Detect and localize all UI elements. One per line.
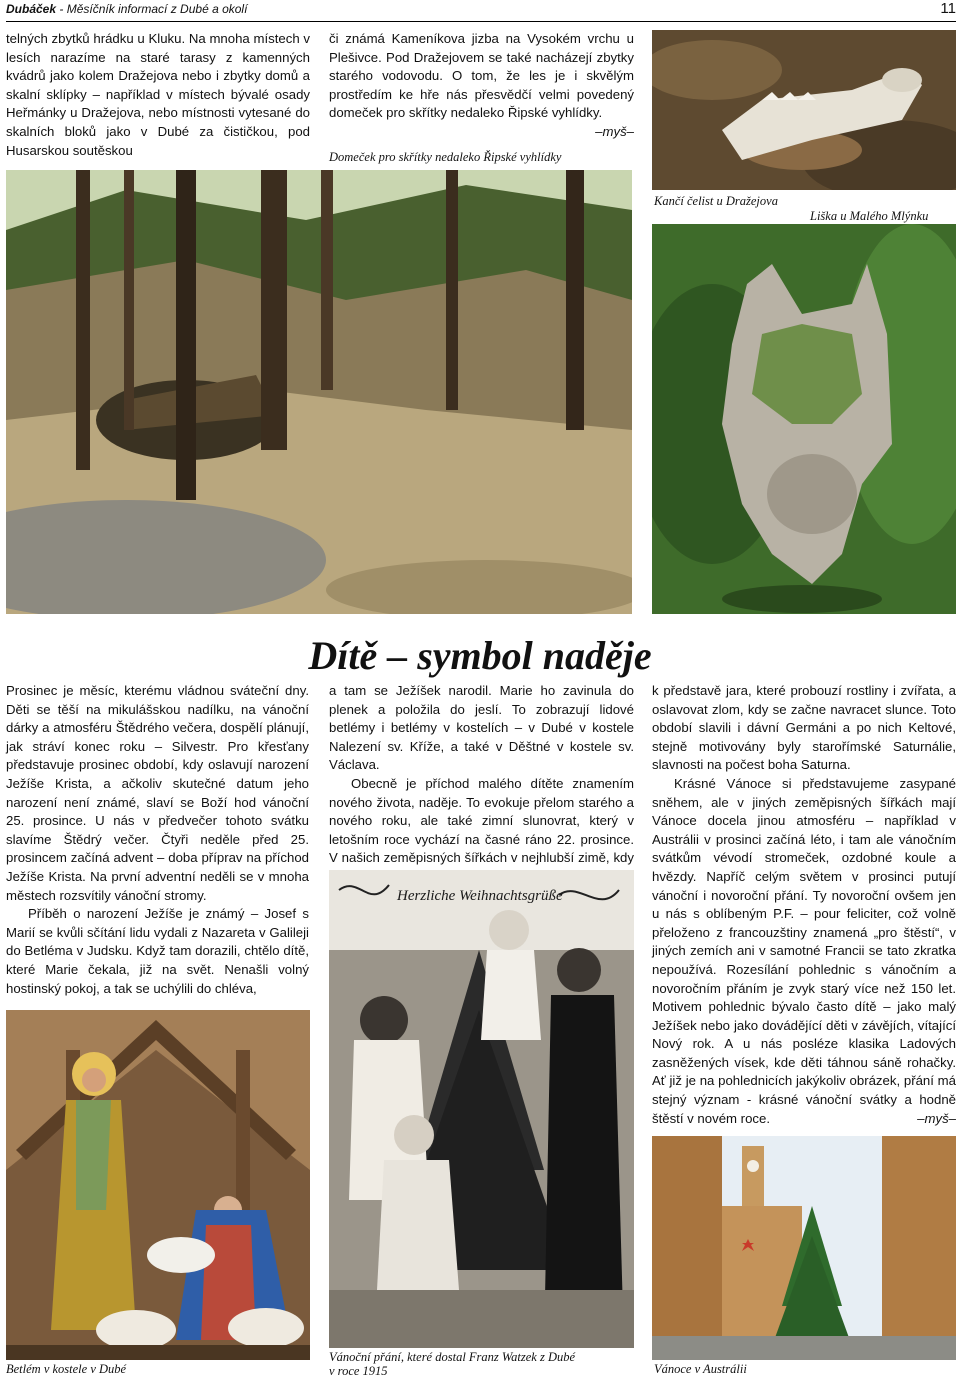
australia-christmas-photo bbox=[652, 1136, 956, 1360]
article1-column2: či známá Kameníkova jizba na Vysokém vrchu u Plešivce. Pod Dražejovem se také nacházejí zbytky starého vodovodu. O tom, že les je i skvělým prostředím ke hře nás přesvědčí velmi povedený domeček pro skřítky nedaleko Řipské vyhlídky. –myš– bbox=[329, 30, 634, 142]
publication-title: Dubáček - Měsíčník informací z Dubé a okolí bbox=[6, 2, 248, 16]
article2-column3: k představě jara, které probouzí rostliny i zvířata, a oslavovat zlom, kdy se začne navracet slunce. Toto období slavili i dávní Germáni a po nich Keltové, stejně motivovány byly starořímské Saturnálie, slavnosti na počest boha Saturna. Krásné Vánoce si představujeme zasypané sněhem, ale v jiných zeměpisných šířkách mají Vánoce docela jinou atmosféru – například v Austrálii v prosinci začíná léto, i tam ale vánočním svátkům vévodí stromeček, ozdobné koule a hvězdy. Napříč celým světem v prosinci putují vánoční i novoroční přání. Ty novoroční ovšem jen u nás s oblíbeným P.F. – pour feliciter, což volně přeloženo z francouzštiny znamená „pro štěstí“, v jiných zemích ani v samotné Francii se tato zkratka nepoužívá. Rozesílání pohlednic s vánočním a novoročním přáním je zvyk starý více než 150 let. Motivem pohlednic bývalo často dítě – jako malý Ježíšek nebo jako dovádějící děti v závějích, vítající Nový rok. A u nás posléze klasika Ladových zasněžených vísek, kde děti táhnou sáně rohačky. Ať již je na pohlednicích jakýkoliv obrázek, přání má stejný význam - krásné vánoční svátky a hodně štěstí v novém roce. –myš– bbox=[652, 682, 956, 1128]
caption-australia: Vánoce v Austrálii bbox=[654, 1362, 747, 1376]
caption-fox: Liška u Malého Mlýnku bbox=[810, 209, 929, 223]
caption-nativity: Betlém v kostele v Dubé bbox=[6, 1362, 127, 1376]
boar-jaw-photo bbox=[652, 30, 956, 190]
article2-headline: Dítě – symbol naděje bbox=[308, 633, 652, 678]
article1-signature: –myš– bbox=[595, 123, 634, 139]
postcard-greeting: Herzliche Weihnachtsgrüße bbox=[397, 888, 563, 904]
page-header bbox=[6, 0, 956, 22]
forest-cottage-photo bbox=[6, 170, 632, 614]
page-number: 11 bbox=[940, 0, 956, 17]
christmas-postcard-photo bbox=[329, 870, 634, 1348]
article2-signature: –myš– bbox=[917, 1110, 956, 1126]
caption-postcard-line2: v roce 1915 bbox=[329, 1364, 388, 1377]
caption-postcard bbox=[329, 1350, 575, 1377]
caption-cottage: Domeček pro skřítky nedaleko Řipské vyhlídky bbox=[329, 150, 562, 164]
fox-rock-photo bbox=[652, 224, 956, 614]
article1-column1: telných zbytků hrádku u Kluku. Na mnoha místech v lesích narazíme na staré tarasy z kamenných kvádrů jako kolem Dražejova nebo i zbytky domů a skalní sklípky – například v místech bývalé osady Heřmánky u Dražejova, nebo místnosti vytesané do skalních bloků jako v Dubé za čističkou, pod Husarskou soutěskou bbox=[6, 31, 310, 158]
article2-column1: Prosinec je měsíc, kterému vládnou sváteční dny. Děti se těší na mikulášskou nadílku, na vánoční dárky a atmosféru Štědrého večera, dospělí plánují, jak stráví konec roku – Silvestr. Pro křesťany představuje prosinec období, kdy oslavují narození Ježíše Krista, a ačkoliv skutečné datum jeho narození není známé, slaví se Boží hod vánoční 25. prosince. U nás v předvečer tohoto svátku slavíme Štědrý večer. Čtyři neděle před 25. prosincem začíná advent – doba příprav na příchod Ježíše Krista. Na první adventní neděli se v mnoha městech rozsvítily vánoční stromy. Příběh o narození Ježíše je známý – Josef s Marií se kvůli sčítání lidu vydali z Nazareta v Galileji do Betléma v Judsku. Když tam dorazili, chtělo dítě, které Marie čekala, již na svět. Nenašli volný hostinský pokoj, a tak se uchýlili do chléva, bbox=[6, 683, 309, 996]
caption-postcard-line1: Vánoční přání, které dostal Franz Watzek z Dubé bbox=[329, 1350, 576, 1364]
caption-jaw: Kančí čelist u Dražejova bbox=[654, 194, 778, 208]
nativity-scene-photo bbox=[6, 1010, 310, 1360]
article2-column2: a tam se Ježíšek narodil. Marie ho zavinula do plenek a položila do jeslí. To zobrazují lidové betlémy i betlémy v kostelích – v Dubé v kostele Nalezení sv. Kříže, a také v Děštné v kostele sv. Václava. Obecně je příchod malého dítěte znamením nového života, naděje. To evokuje přelom starého a nového roku, ale také zimní slunovrat, který v letošním roce vychází na časné ráno 22. prosince. V našich zeměpisných šířkách v nejhlubší zimě, kdy bbox=[329, 683, 634, 866]
